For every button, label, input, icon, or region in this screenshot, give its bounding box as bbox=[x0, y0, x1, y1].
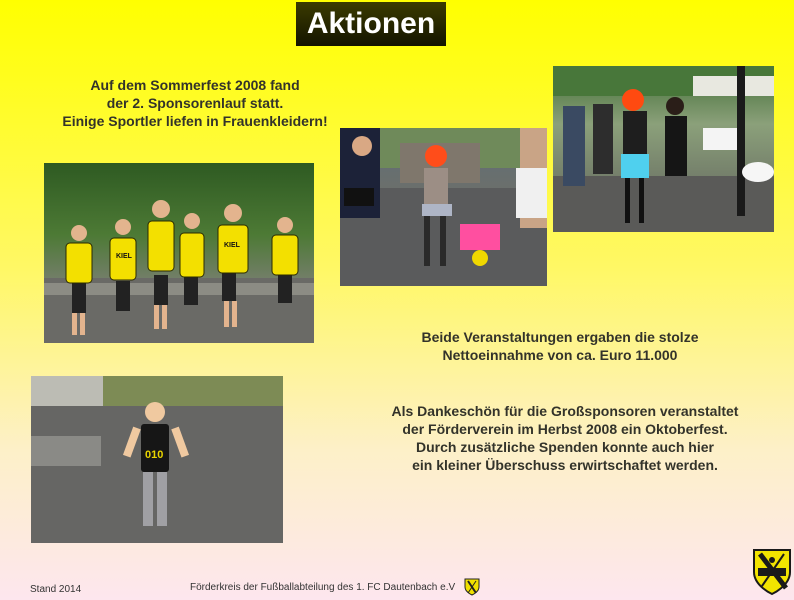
result-text bbox=[385, 328, 735, 364]
club-crest-small-icon bbox=[464, 578, 480, 596]
thanks-text bbox=[360, 402, 770, 474]
jersey-text: KIEL bbox=[224, 242, 240, 249]
photo-runners bbox=[44, 163, 314, 343]
footer-org: Förderkreis der Fußballabteilung des 1. FC Dautenbach e.V bbox=[190, 582, 456, 593]
jersey-text: KIEL bbox=[116, 253, 132, 260]
shirt-text: 010 bbox=[145, 449, 164, 461]
photo-festival-crowd bbox=[553, 66, 774, 232]
result-line: Nettoeinnahme von ca. Euro 11.000 bbox=[442, 347, 678, 363]
thanks-line: der Förderverein im Herbst 2008 ein Oktoberfest. bbox=[402, 421, 728, 437]
page-title: Aktionen bbox=[296, 2, 446, 46]
thanks-line: Als Dankeschön für die Großsponsoren veranstaltet bbox=[391, 403, 739, 419]
thanks-line: Durch zusätzliche Spenden konnte auch hier bbox=[416, 439, 714, 455]
result-line: Beide Veranstaltungen ergaben die stolze bbox=[421, 329, 699, 345]
club-crest-icon bbox=[752, 548, 792, 596]
intro-text bbox=[40, 76, 350, 130]
footer-stand: Stand 2014 bbox=[30, 584, 82, 595]
intro-line: der 2. Sponsorenlauf statt. bbox=[106, 95, 284, 111]
thanks-line: ein kleiner Überschuss erwirtschaftet werden. bbox=[412, 457, 718, 473]
photo-wig-runner bbox=[340, 128, 547, 286]
intro-line: Auf dem Sommerfest 2008 fand bbox=[90, 77, 300, 93]
intro-line: Einige Sportler liefen in Frauenkleidern! bbox=[62, 113, 328, 129]
photo-boy-running bbox=[31, 376, 283, 543]
